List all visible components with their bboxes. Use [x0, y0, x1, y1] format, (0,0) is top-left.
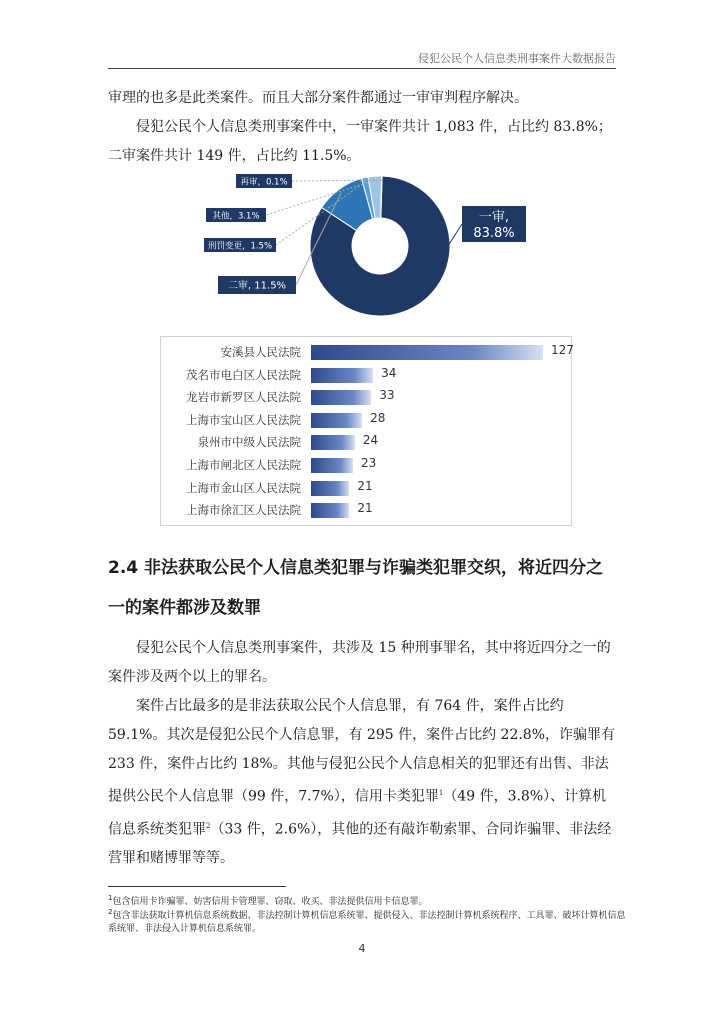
bar-category-label: 泉州市中级人民法院 [197, 435, 301, 450]
pie-label-3: 其他，3.1% [212, 211, 260, 222]
bar-chart [160, 336, 572, 526]
header-rule [108, 68, 616, 69]
bar [311, 390, 371, 405]
page-header: 侵犯公民个人信息类刑事案件大数据报告 [418, 52, 616, 65]
pie-label-2: 刑罚变更，1.5% [207, 241, 273, 252]
bar-value-label: 21 [357, 478, 373, 493]
bar-row [161, 410, 571, 432]
bar-category-label: 上海市闸北区人民法院 [186, 458, 301, 472]
paragraph-1: 审理的也多是此类案件。而且大部分案件都通过一审审判程序解决。 [108, 90, 528, 106]
bar-value-label: 23 [361, 456, 377, 470]
bar-row [161, 455, 571, 477]
footnote-1-text: 包含信用卡诈骗罪、妨害信用卡管理罪、窃取、收买、非法提供信用卡信息罪。 [112, 897, 428, 907]
footnote-2-text: 包含非法获取计算机信息系统数据、非法控制计算机信息系统罪、提供侵入、非法控制计算机系统程序、工具罪、破坏计算机信息系统罪、非法侵入计算机信息系统罪。 [108, 911, 626, 934]
bar-category-label: 安溪县人民法院 [220, 345, 301, 359]
pie-label-4: 再审，0.1% [240, 177, 288, 188]
bar-row [161, 478, 571, 500]
bar-value-label: 24 [362, 433, 379, 448]
pie-label-0: 一审, 83.8% [473, 210, 515, 241]
footnote-ref-1[interactable]: 1 [438, 789, 444, 797]
footnote-ref-2[interactable]: 2 [206, 821, 211, 830]
bar-row [161, 432, 571, 454]
bar [311, 458, 353, 473]
section-title: 2.4 非法获取公民个人信息类犯罪与诈骗类犯罪交织，将近四分之一的案件都涉及数罪 [108, 558, 604, 618]
paragraph-2: 侵犯公民个人信息类刑事案件中，一审案件共计 1,083 件，占比约 83.8%；二审案件共计 149 件，占比约 11.5%。 [108, 119, 612, 164]
paragraph-4 [108, 692, 618, 873]
bar [311, 503, 349, 518]
bar-category-label: 上海市金山区人民法院 [186, 480, 301, 495]
bar [311, 435, 355, 450]
paragraph-3: 侵犯公民个人信息类刑事案件，共涉及 15 种刑事罪名，其中将近四分之一的案件涉及两个以上的罪名。 [108, 640, 611, 685]
paragraph-4-part-a: 案件占比最多的是非法获取公民个人信息罪，有 764 件，案件占比约 59.1%。其次是侵犯公民个人信息罪，有 295 件，案件占比约 22.8%，诈骗罪有 233 件，案件占比约 18%。其他与侵犯公民个人信息相关的犯罪还有出售、非法提供公民个人信息罪（99 件，7.7%），信用卡类犯罪 [108, 698, 616, 805]
bar [311, 413, 362, 428]
bar-row [161, 387, 571, 409]
paragraph-4-part-b: （49 件，3.8%）、计算机信息系统类犯罪 [108, 788, 607, 838]
page-number: 4 [358, 942, 366, 955]
bar-value-label: 127 [551, 343, 574, 357]
bar-value-label: 28 [370, 410, 386, 425]
bar-category-label: 茂名市电白区人民法院 [186, 367, 301, 382]
bar [311, 345, 543, 360]
bar-category-label: 龙岩市新罗区人民法院 [186, 390, 301, 405]
bar-value-label: 21 [357, 501, 373, 516]
bar [311, 368, 373, 383]
footnote-2-mark: 2 [108, 908, 113, 916]
footnote-2 [108, 906, 628, 936]
doughnut-chart [200, 168, 560, 328]
bar-row [161, 342, 574, 364]
bar-category-label: 上海市宝山区人民法院 [186, 412, 301, 427]
bar-value-label: 34 [381, 365, 397, 380]
footnote-rule [108, 886, 286, 887]
pie-label-1: 二审, 11.5% [227, 280, 287, 292]
bar-category-label: 上海市徐汇区人民法院 [186, 503, 301, 518]
doughnut-chart-svg [200, 168, 560, 328]
bar-row [161, 500, 571, 522]
bar [311, 481, 349, 496]
paragraph-4-part-c: （33 件，2.6%），其他的还有敲诈勒索罪、合同诈骗罪、非法经营罪和赌博罪等等。 [108, 821, 612, 867]
bar-row [161, 365, 571, 387]
bar-value-label: 33 [379, 388, 395, 403]
footnote-1-mark: 1 [108, 894, 113, 902]
